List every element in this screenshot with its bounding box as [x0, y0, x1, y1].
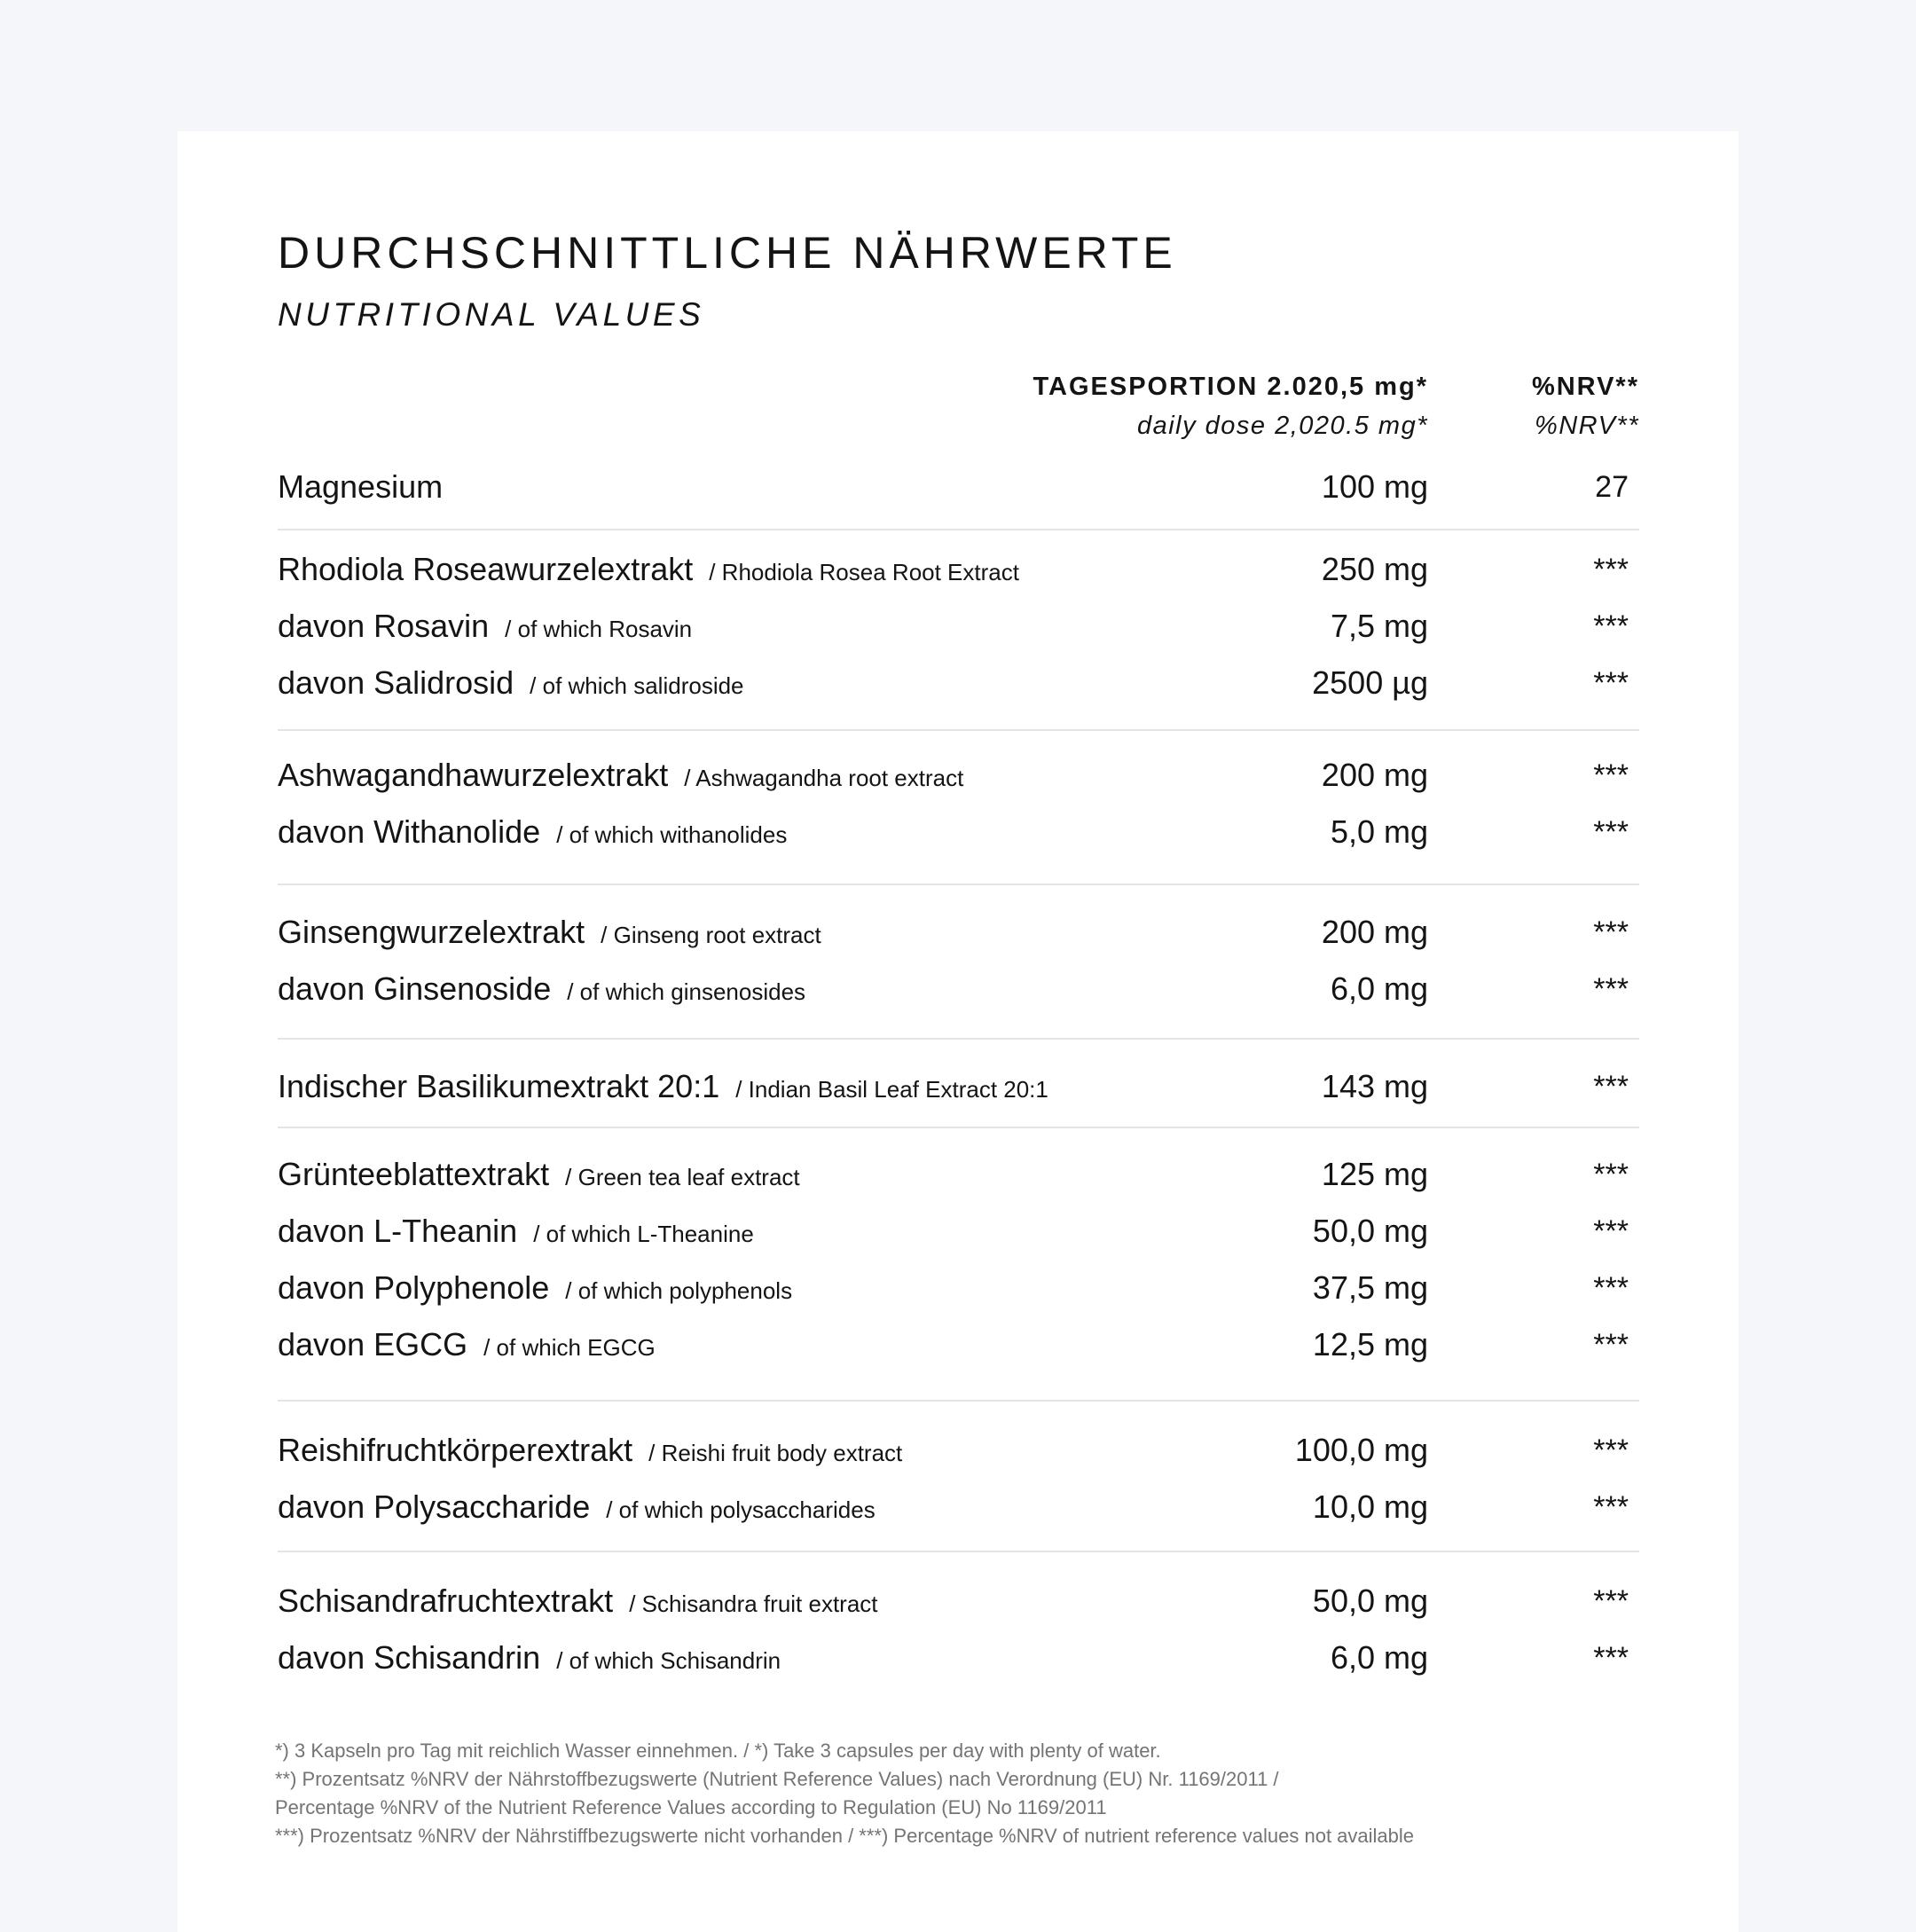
nutrient-name: [278, 907, 821, 960]
nutrient-name: [278, 1576, 878, 1629]
divider: [278, 729, 1639, 731]
nutrient-name: [278, 601, 692, 654]
table-row: [278, 545, 1639, 594]
nutrient-nrv: ***: [1593, 972, 1629, 1006]
nutrient-amount: 250 mg: [1321, 551, 1428, 587]
nutrient-nrv: ***: [1593, 815, 1629, 849]
nutrient-nrv: ***: [1593, 553, 1629, 586]
nutrient-name-en: / of which ginsenosides: [567, 978, 806, 1005]
nutrient-name: [278, 1062, 1048, 1114]
table-row: [278, 462, 1639, 512]
nutrient-name: [278, 964, 805, 1017]
table-row: [278, 1482, 1639, 1532]
nutrient-name-de: davon Polyphenole: [278, 1269, 550, 1306]
nutrient-name: [278, 1320, 656, 1372]
nutrient-name-en: / Rhodiola Rosea Root Extract: [709, 559, 1019, 585]
nutrition-card: [177, 131, 1739, 1932]
nutrient-amount: 6,0 mg: [1330, 970, 1428, 1007]
nutrient-name: [278, 1263, 792, 1315]
nutrient-nrv: ***: [1593, 1158, 1629, 1191]
nutrient-name-de: davon EGCG: [278, 1326, 468, 1363]
nutrient-name-de: Ginsengwurzelextrakt: [278, 914, 585, 950]
nutrient-nrv: ***: [1593, 915, 1629, 949]
nutrient-name-en: / Reishi fruit body extract: [648, 1440, 903, 1466]
nutrient-amount: 200 mg: [1321, 757, 1428, 793]
column-header-amount-en: daily dose 2,020.5 mg*: [1136, 412, 1428, 440]
table-row: [278, 1206, 1639, 1256]
divider: [278, 1551, 1639, 1552]
nutrient-name-de: Reishifruchtkörperextrakt: [278, 1432, 633, 1468]
table-row: [278, 1263, 1639, 1313]
nutrient-amount: 200 mg: [1321, 914, 1428, 950]
nutrient-name-en: / Schisandra fruit extract: [629, 1590, 878, 1617]
nutrient-name-en: / Ashwagandha root extract: [684, 765, 964, 791]
nutrient-name-en: / Green tea leaf extract: [565, 1164, 800, 1190]
nutrient-name-en: / of which polyphenols: [565, 1277, 793, 1304]
nutrient-name-en: / of which Rosavin: [505, 616, 693, 642]
nutrient-name-en: / Indian Basil Leaf Extract 20:1: [735, 1076, 1048, 1103]
nutrient-amount: 125 mg: [1321, 1156, 1428, 1192]
nutrient-amount: 6,0 mg: [1330, 1639, 1428, 1676]
table-row: [278, 750, 1639, 800]
column-header-nrv-de: %NRV**: [1531, 373, 1639, 401]
nutrient-name-en: / of which salidroside: [530, 672, 744, 699]
nutrient-amount: 5,0 mg: [1330, 813, 1428, 850]
table-row: [278, 658, 1639, 708]
table-row: [278, 1320, 1639, 1370]
table-row: [278, 601, 1639, 651]
nutrient-name-en: / of which EGCG: [483, 1334, 656, 1361]
nutrient-amount: 100 mg: [1321, 468, 1428, 505]
nutrient-name: [278, 545, 1019, 597]
nutrient-nrv: ***: [1593, 1584, 1629, 1618]
footnote: ***) Prozentsatz %NRV der Nährstiffbezugswerte nicht vorhanden / ***) Percentage %NRV of nutrient reference values not available: [275, 1825, 1415, 1847]
nutrient-nrv: ***: [1593, 1070, 1629, 1103]
table-row: [278, 1633, 1639, 1683]
table-row: [278, 1062, 1639, 1111]
nutrient-name-de: Grünteeblattextrakt: [278, 1156, 550, 1192]
nutrient-name-de: Ashwagandhawurzelextrakt: [278, 757, 669, 793]
nutrient-name-de: davon Rosavin: [278, 608, 490, 644]
nutrient-name: [278, 462, 443, 512]
nutrient-nrv: ***: [1593, 609, 1629, 643]
nutrient-name-de: davon L-Theanin: [278, 1213, 518, 1249]
nutrient-nrv: ***: [1593, 1433, 1629, 1467]
nutrient-nrv: ***: [1593, 666, 1629, 700]
nutrient-nrv: ***: [1593, 1214, 1629, 1248]
nutrient-amount: 143 mg: [1321, 1068, 1428, 1104]
nutrient-name: [278, 1425, 902, 1478]
nutrient-amount: 100,0 mg: [1294, 1432, 1428, 1468]
nutrient-name-en: / of which polysaccharides: [606, 1496, 876, 1523]
nutrient-amount: 10,0 mg: [1312, 1488, 1428, 1525]
divider: [278, 1127, 1639, 1128]
nutrient-name-en: / of which L-Theanine: [533, 1221, 754, 1247]
nutrient-name-de: Magnesium: [278, 468, 444, 505]
nutrient-name-en: / Ginseng root extract: [601, 922, 821, 948]
nutrient-name-de: davon Polysaccharide: [278, 1488, 591, 1525]
table-row: [278, 964, 1639, 1014]
nutrient-name: [278, 658, 744, 711]
table-row: [278, 1576, 1639, 1626]
divider: [278, 529, 1639, 530]
nutrient-nrv: ***: [1593, 1328, 1629, 1362]
nutrient-amount: 12,5 mg: [1312, 1326, 1428, 1363]
nutrient-name-de: davon Schisandrin: [278, 1639, 541, 1676]
nutrient-name: [278, 750, 963, 803]
divider: [278, 884, 1639, 885]
nutrient-name-de: Indischer Basilikumextrakt 20:1: [278, 1068, 720, 1104]
nutrient-amount: 37,5 mg: [1312, 1269, 1428, 1306]
nutrient-amount: 2500 µg: [1312, 664, 1428, 701]
nutrient-name: [278, 1633, 781, 1685]
table-row: [278, 1425, 1639, 1475]
nutrient-amount: 7,5 mg: [1330, 608, 1428, 644]
nutrient-nrv: ***: [1593, 758, 1629, 792]
footnote: Percentage %NRV of the Nutrient Reference Values according to Regulation (EU) No 1169/2011: [275, 1796, 1107, 1818]
divider: [278, 1400, 1639, 1402]
table-row: [278, 907, 1639, 957]
nutrient-name-de: davon Salidrosid: [278, 664, 514, 701]
nutrient-name-de: davon Ginsenoside: [278, 970, 552, 1007]
nutrient-name-de: Rhodiola Roseawurzelextrakt: [278, 551, 694, 587]
table-row: [278, 807, 1639, 857]
nutrient-nrv: 27: [1595, 470, 1629, 504]
nutrient-amount: 50,0 mg: [1312, 1213, 1428, 1249]
nutrient-name: [278, 1150, 800, 1202]
nutrient-name: [278, 1482, 876, 1535]
nutrient-name-de: davon Withanolide: [278, 813, 541, 850]
nutrient-name-en: / of which withanolides: [556, 821, 788, 848]
divider: [278, 1038, 1639, 1040]
column-header-amount-de: TAGESPORTION 2.020,5 mg*: [1033, 373, 1428, 401]
footnote: *) 3 Kapseln pro Tag mit reichlich Wasser einnehmen. / *) Take 3 capsules per day with plenty of water.: [275, 1740, 1161, 1762]
nutrient-name-en: / of which Schisandrin: [556, 1647, 781, 1674]
nutrient-name-de: Schisandrafruchtextrakt: [278, 1583, 614, 1619]
column-header-nrv-en: %NRV**: [1534, 412, 1639, 440]
nutrient-name: [278, 807, 787, 860]
page-subtitle: NUTRITIONAL VALUES: [278, 296, 705, 333]
nutrient-nrv: ***: [1593, 1271, 1629, 1305]
nutrient-amount: 50,0 mg: [1312, 1583, 1428, 1619]
page-title: DURCHSCHNITTLICHE NÄHRWERTE: [278, 228, 1177, 278]
table-row: [278, 1150, 1639, 1199]
footnote: **) Prozentsatz %NRV der Nährstoffbezugswerte (Nutrient Reference Values) nach Verordnung (EU) Nr. 1169/2011 /: [275, 1768, 1279, 1790]
nutrient-name: [278, 1206, 754, 1259]
nutrient-nrv: ***: [1593, 1641, 1629, 1675]
nutrient-nrv: ***: [1593, 1490, 1629, 1524]
footnotes: [275, 1737, 1414, 1850]
